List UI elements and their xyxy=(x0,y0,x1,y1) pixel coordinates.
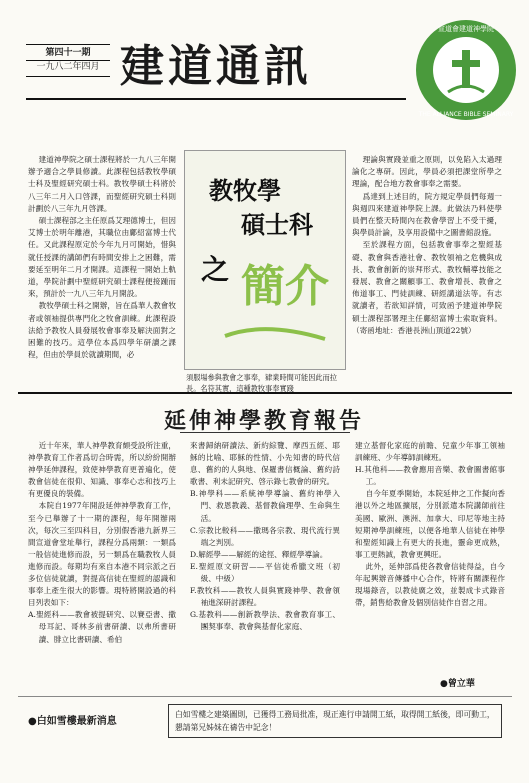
report-paragraph: 建立基督化家庭的前瞻、兒童少年事工領袖訓練班、少年導師訓練班。 xyxy=(355,441,505,463)
feature-paragraph: 碩士課程部之主任原爲艾理德博士，但因艾博士於明年離港，其職位由鄺紹富博士代任。又此課程原定於今年九月可開始，惜與就任授課的講師們有時間安排上之困難，需要延至明年二月才開課。這課程一開始上軌道，學院計劃中聖經研究碩士課程便接踵而來，預計於一九八三年九月開設。 xyxy=(28,216,176,299)
feature-paragraph: 爲達到上述目的，院方規定學員們每週一與週四來建道神學院上課。此做法乃料使學員們在整天時間內在教會學習上不受干擾，與學員計論，及享用設備中之圖書館設施。 xyxy=(352,191,502,238)
report-list-item: C.宗教比較科——撒瑪各宗教、現代流行異端之判別。 xyxy=(190,525,340,547)
report-col2 xyxy=(190,440,340,634)
issue-number: 第四十一期 xyxy=(26,47,110,61)
report-paragraph: 近十年來，華人神學教育頗受設所注重，神學教育工作者爲切合時需，所以紛紛開辦神學延伸課程，致使神學教育更普遍化，使教會信徒在很仰、知識、事奉心志和技巧上有更優良的裝備。 xyxy=(28,441,176,499)
feature-paragraph: 教牧學碩士科之開辦，旨在爲華人教會牧者或領袖提供專門化之牧會訓練。此課程設法給予教牧人員發展牧會事奉及解決面對之困難的技巧。這學位本爲四學年研讀之課程，但由於學員於就讀期間，必 xyxy=(28,301,176,360)
feature-title-line1: 教牧學 xyxy=(209,176,281,205)
news-rule xyxy=(18,696,512,697)
report-list-item: H.其他科——教會應用音樂、教會圖書館事工。 xyxy=(355,465,505,487)
report-author: ●曾立華 xyxy=(440,679,475,689)
feature-col3 xyxy=(352,154,502,337)
report-title-rule xyxy=(180,432,350,433)
report-list-item: B.神學科——系統神學導論、舊約神學入門、救恩教義、基督教倫理學、生命與生活。 xyxy=(190,489,340,523)
report-paragraph: 自今年夏季開始，本院延伸之工作擬向香港以外之地區擴展，分別派遣本院講師前往美國、歐洲、澳洲、加拿大、印尼等地主持短期神學訓練班，以便各地華人信徒在神學和聖經知識上有更大的長進，靈命更成熟，事工更熱誠，教會更興旺。 xyxy=(355,489,505,559)
feature-paragraph: 至於課程方面，包括教會事奉之聖經基礎、教會與香港社會、教牧領袖之危機與成長、教會創新的崇拜形式、教牧輔導技能之發展、教會之關顧事工、教會增長、教會之佈道事工、門徒訓練、研經講道法等。有志就讀者，若欲知詳情，可致函予建道神學院碩士課程部署理主任鄺紹富博士索取資料。（寄函地址：香港長洲山頂道22號） xyxy=(352,240,502,335)
news-label: ●白如雪樓最新消息 xyxy=(28,716,117,727)
feature-title-line2: 碩士科 xyxy=(241,210,313,239)
report-col1 xyxy=(28,440,176,646)
report-title: 延伸神學教育報告 xyxy=(163,408,364,434)
report-list-item: G.基教科——創新教學法、教會教育事工、團契事奉、教會與基督化家庭、 xyxy=(190,610,340,632)
issue-box xyxy=(26,44,110,77)
section-divider xyxy=(18,392,512,394)
issue-date: 一九八二年四月 xyxy=(36,62,100,72)
report-list-item: A.聖經科——教會被提研究、以賽亞書、撒母耳記、哥林多前書研讀、以弗所書研讀、腓立比書研讀、希伯 xyxy=(28,610,176,644)
report-paragraph: 此外，延伸部爲使各教會信徒得益，自今年起興辦音傳播中心合作，特將有關課程作現場錄音，以教徒廣之效，並製成卡式錄音帶，銷售給教會及個別信徒作自習之用。 xyxy=(355,561,505,608)
news-box: 白如雪樓之建築圖則，已獲得工務局批准，現正進行申請開工紙，取得開工紙後，即可動工，懇請第兄姊妹在禱告中記念！ xyxy=(168,704,502,738)
report-col3 xyxy=(355,440,505,609)
feature-paragraph: 建道神學院之碩士課程將於一九八三年開辦予適合之學員修讀。此課程包括教牧學碩士科及聖經研究碩士科。教牧學碩士科將於八三年二月入口啓課，而聖經研究碩士科則計劃於八三年九月啓課。 xyxy=(28,155,176,213)
feature-title-line4: 簡介 xyxy=(241,261,329,312)
feature-col1 xyxy=(28,154,176,361)
report-paragraph: 來書歸納研讀法、新約綜覽、摩西五經、耶穌的比喻、耶穌的性情、小先知書的時代信息、舊約的人與地、保羅書信概論、舊約詩歌書、利未記研究、啓示錄七教會的研究。 xyxy=(190,441,340,487)
report-paragraph: 本院自1977年開設延伸神學教育工作，至今已舉辦了十一期的課程，每年開辦兩次，每次三至四科目，分別假香港九新界三間宣道會堂址舉行，課程分爲兩類：一類爲一般信徒進修而設，另一類爲在職教牧人員進修而設。每期均有來自本港不同宗派之百多位信徒就讀，對提高信徒在聖經的認識和事奉上產生很大的影響。現特將開設過的科目列表如下： xyxy=(28,501,176,608)
report-list-item: D.解經學——解經的途徑、釋經學導論。 xyxy=(190,549,328,559)
feature-title-graphic xyxy=(185,151,345,369)
header-rule xyxy=(26,98,406,100)
feature-title-image xyxy=(184,150,346,370)
seminary-logo xyxy=(410,14,522,126)
feature-paragraph: 理論與實踐並重之原則，以免陷入太過理論化之專研。因此，學員必須把課堂所學之理論，配合地方教會事奉之需要。 xyxy=(352,155,502,189)
feature-image-caption: 須服場參與教會之事奉，肄業時間可能因此而拉長。名符其實，這種教牧事奉實踐 xyxy=(186,373,337,393)
report-list-item: E.聖經原文研習——平信徒希臘文班（初級、中級） xyxy=(190,561,340,584)
feature-title-line3: 之 xyxy=(201,253,230,286)
report-list-item: F.教牧科——教牧人員與實踐神學、教會領袖進深研討課程。 xyxy=(190,586,340,608)
logo-name-zh: 宣道會建道神學院 xyxy=(438,25,494,33)
newsletter-title: 建道通訊 xyxy=(120,41,312,92)
logo-name-en: THE ALLIANCE BIBLE SEMINARY xyxy=(418,111,514,118)
